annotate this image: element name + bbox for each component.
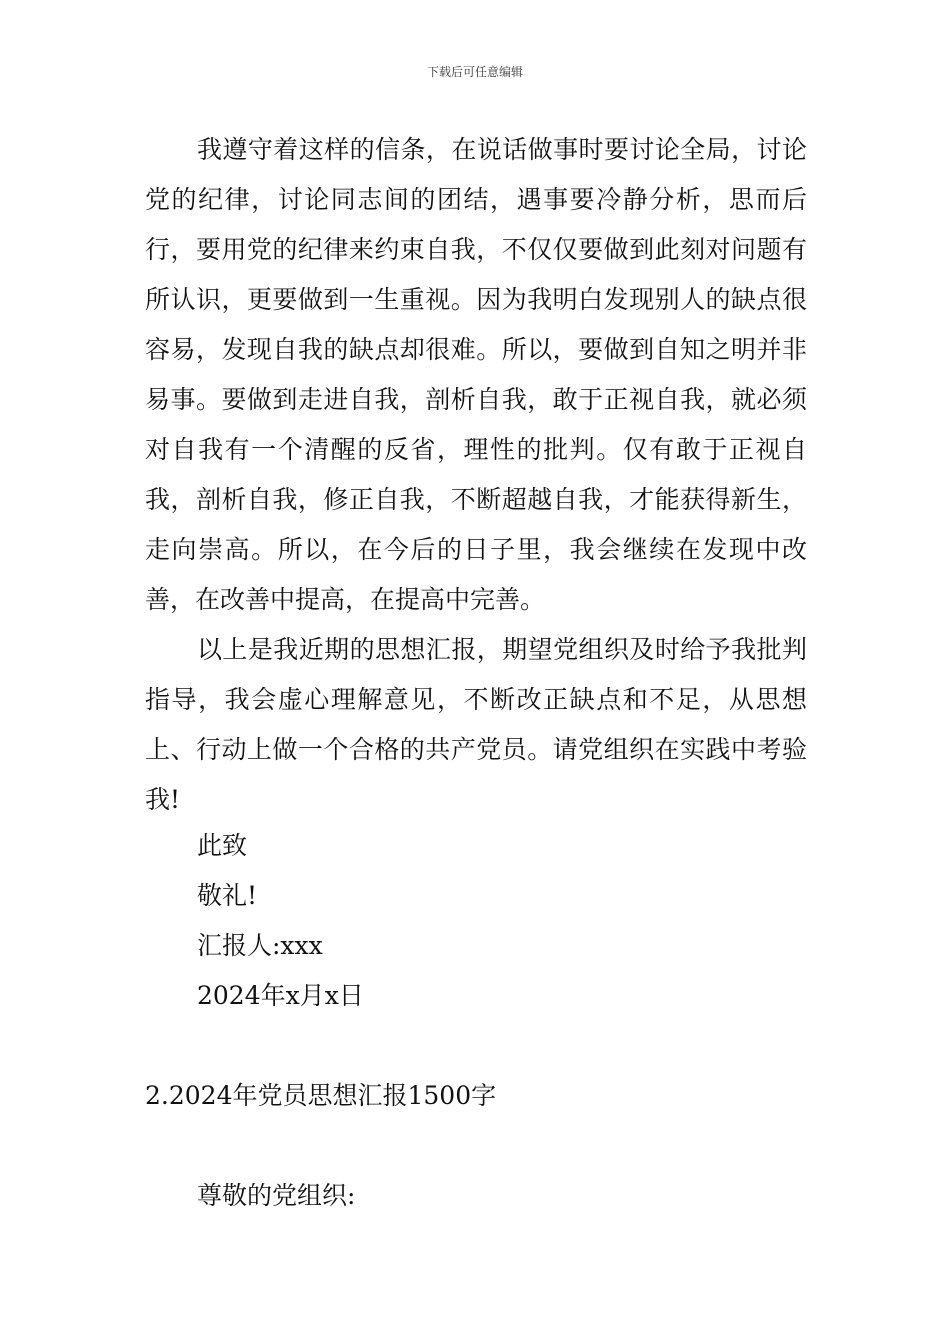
report-date: 2024年x月x日 xyxy=(197,981,364,1010)
section-2-greeting: 尊敬的党组织: xyxy=(197,1181,356,1210)
section-2-title: 2.2024年党员思想汇报1500字 xyxy=(145,1081,497,1110)
paragraph-2: 以上是我近期的思想汇报，期望党组织及时给予我批判指导，我会虚心理解意见，不断改正缺点和不足，从思想上、行动上做一个合格的共产党员。请党组织在实践中考验我! xyxy=(145,635,807,814)
closing-respect: 敬礼! xyxy=(197,881,258,910)
page-header-note: 下载后可任意编辑 xyxy=(426,65,523,79)
closing-salutation: 此致 xyxy=(197,831,248,860)
body-text xyxy=(145,125,807,825)
reporter-signature: 汇报人:xxx xyxy=(197,931,323,960)
paragraph-1: 我遵守着这样的信条，在说话做事时要讨论全局，讨论党的纪律，讨论同志间的团结，遇事要冷静分析，思而后行，要用党的纪律来约束自我，不仅仅要做到此刻对问题有所认识，更要做到一生重视。因为我明白发现别人的缺点很容易，发现自我的缺点却很难。所以，要做到自知之明并非易事。要做到走进自我，剖析自我，敢于正视自我，就必须对自我有一个清醒的反省，理性的批判。仅有敢于正视自我，剖析自我，修正自我，不断超越自我，才能获得新生，走向崇高。所以，在今后的日子里，我会继续在发现中改善，在改善中提高，在提高中完善。 xyxy=(145,135,807,614)
